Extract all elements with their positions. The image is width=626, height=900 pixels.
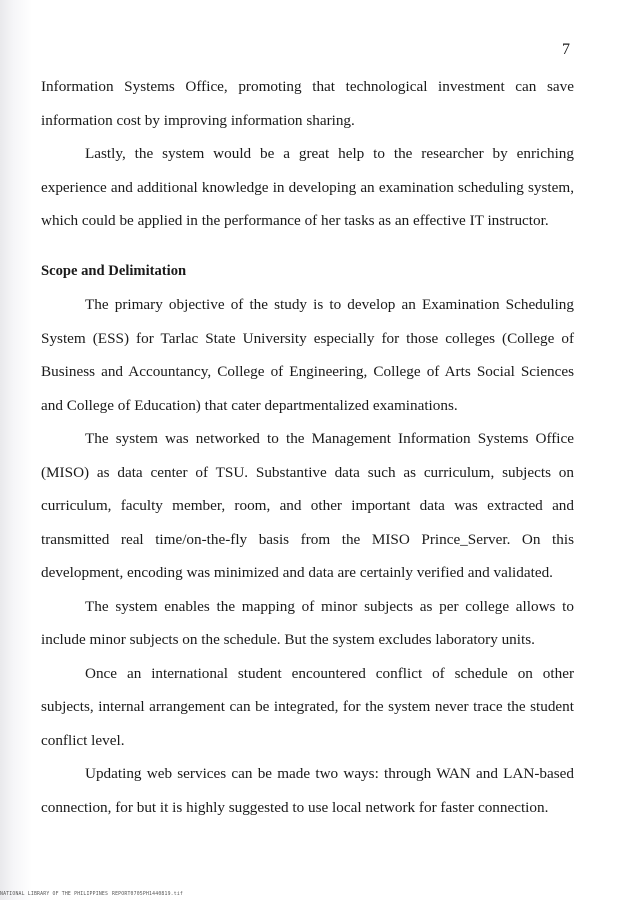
paragraph-web-services: Updating web services can be made two ways: through WAN and LAN-based connection, for but it is highly suggested to use local network for faster connection.: [41, 765, 574, 816]
paragraph-lastly: Lastly, the system would be a great help to the researcher by enriching experience and additional knowledge in developing an examination scheduling system, which could be applied in the performance of her tasks as an effective IT instructor.: [41, 145, 574, 229]
paragraph-networked-miso: The system was networked to the Management Information Systems Office (MISO) as data center of TSU. Substantive data such as curriculum, subjects on curriculum, faculty member, room, and other important data was extracted and transmitted real time/on-the-fly basis from the MISO Prince_Server. On this development, encoding was minimized and data are certainly verified and validated.: [41, 430, 574, 581]
footer-file-code: REPORT0705PH1440819.tif: [112, 892, 184, 897]
paragraph-primary-objective: The primary objective of the study is to develop an Examination Scheduling System (ESS) for Tarlac State University especially for those colleges (College of Business and Accountancy, College of Engineering, College of Arts Social Sciences and College of Education) that cater departmentalized examinations.: [41, 296, 574, 414]
paragraph-international-student: Once an international student encountered conflict of schedule on other subjects, internal arrangement can be integrated, for the system never trace the student conflict level.: [41, 664, 574, 749]
scan-footer: [0, 889, 626, 900]
section-heading-scope-delimitation: Scope and Delimitation: [41, 262, 187, 279]
paragraph-information-sharing: Information Systems Office, promoting that technological investment can save information cost by improving information sharing.: [41, 78, 574, 129]
body-text: [41, 70, 574, 824]
page-number: 7: [562, 41, 570, 58]
footer-library-label: NATIONAL LIBRARY OF THE PHILIPPINES: [0, 892, 109, 897]
paragraph-minor-subjects: The system enables the mapping of minor subjects as per college allows to include minor subjects on the schedule. But the system excludes laboratory units.: [41, 597, 574, 648]
